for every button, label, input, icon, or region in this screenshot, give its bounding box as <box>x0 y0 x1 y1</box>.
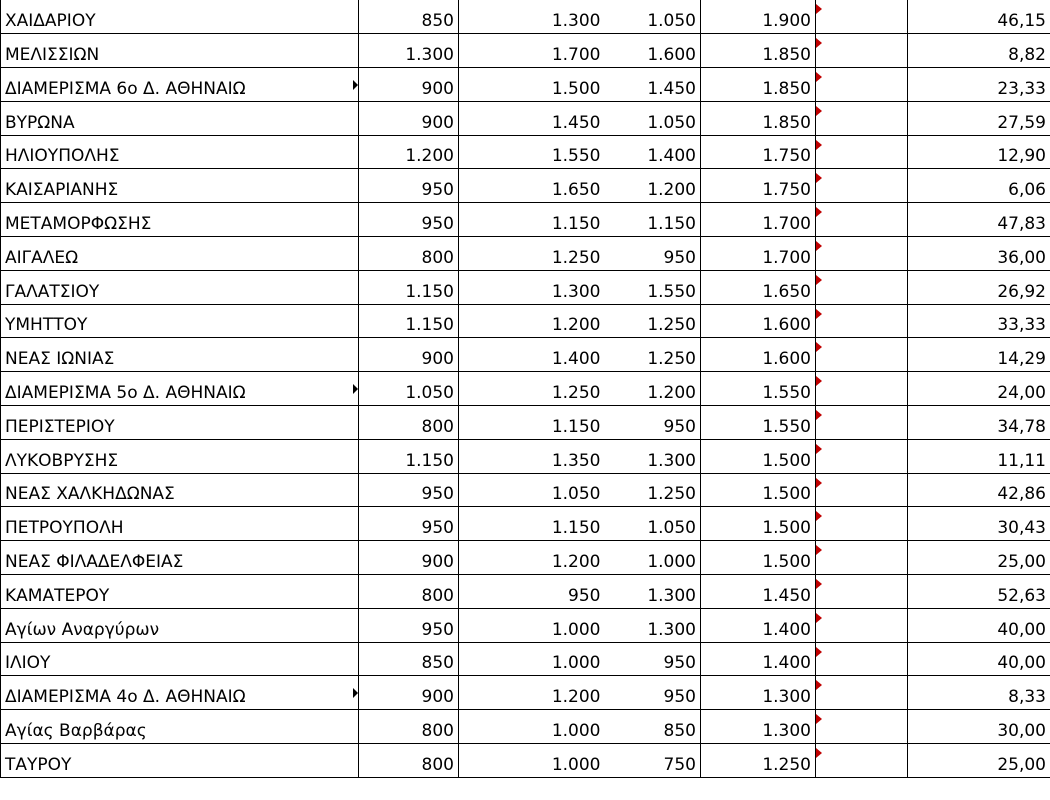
indicator-cell[interactable] <box>816 237 908 271</box>
value-cell-v2[interactable]: 1.200 <box>459 676 605 710</box>
value-cell-v4[interactable]: 1.400 <box>701 608 816 642</box>
area-name-text: ΓΑΛΑΤΣΙΟΥ <box>5 281 100 302</box>
table-row <box>1 439 1050 473</box>
percent-cell[interactable]: 25,00 <box>908 541 1050 575</box>
value-cell-v3[interactable]: 1.450 <box>605 68 701 102</box>
value-cell-v2[interactable]: 1.700 <box>459 34 605 68</box>
red-triangle-indicator-icon <box>816 241 822 251</box>
value-cell-v1[interactable]: 950 <box>359 169 459 203</box>
value-cell-v3[interactable]: 750 <box>605 744 701 778</box>
value-cell-v2[interactable]: 1.150 <box>459 203 605 237</box>
value-cell-v1[interactable]: 850 <box>359 642 459 676</box>
value-cell-v2[interactable]: 1.250 <box>459 237 605 271</box>
value-cell-v4[interactable]: 1.650 <box>701 270 816 304</box>
area-name-text: ΝΕΑΣ ΦΙΛΑΔΕΛΦΕΙΑΣ <box>5 552 184 573</box>
value-cell-v1[interactable]: 800 <box>359 237 459 271</box>
percent-cell[interactable]: 12,90 <box>908 135 1050 169</box>
table-row <box>1 608 1050 642</box>
table-row <box>1 676 1050 710</box>
value-cell-v2[interactable]: 950 <box>459 575 605 609</box>
area-name-cell[interactable] <box>1 169 359 203</box>
value-cell-v4[interactable]: 1.700 <box>701 203 816 237</box>
value-cell-v3[interactable]: 1.400 <box>605 135 701 169</box>
area-name-text: ΙΛΙΟΥ <box>5 653 51 674</box>
area-name-text: ΔΙΑΜΕΡΙΣΜΑ 5ο Δ. ΑΘΗΝΑΙΩ <box>5 383 246 404</box>
table-row <box>1 203 1050 237</box>
value-cell-v2[interactable]: 1.150 <box>459 507 605 541</box>
red-triangle-indicator-icon <box>816 613 822 623</box>
value-cell-v3[interactable]: 1.200 <box>605 169 701 203</box>
value-cell-v2[interactable]: 1.200 <box>459 541 605 575</box>
value-cell-v3[interactable]: 1.050 <box>605 507 701 541</box>
value-cell-v4[interactable]: 1.300 <box>701 710 816 744</box>
red-triangle-indicator-icon <box>816 72 822 82</box>
area-name-text: ΜΕΤΑΜΟΡΦΩΣΗΣ <box>5 214 152 235</box>
value-cell-v1[interactable]: 950 <box>359 203 459 237</box>
value-cell-v1[interactable]: 1.150 <box>359 304 459 338</box>
indicator-cell[interactable] <box>816 541 908 575</box>
table-row <box>1 507 1050 541</box>
percent-cell[interactable]: 30,43 <box>908 507 1050 541</box>
indicator-cell[interactable] <box>816 169 908 203</box>
red-triangle-indicator-icon <box>816 376 822 386</box>
area-name-cell[interactable] <box>1 676 359 710</box>
area-name-cell[interactable] <box>1 608 359 642</box>
value-cell-v3[interactable]: 1.600 <box>605 34 701 68</box>
indicator-cell[interactable] <box>816 68 908 102</box>
area-name-cell[interactable] <box>1 34 359 68</box>
value-cell-v4[interactable]: 1.700 <box>701 237 816 271</box>
table-row <box>1 169 1050 203</box>
value-cell-v4[interactable]: 1.850 <box>701 101 816 135</box>
area-name-cell[interactable] <box>1 642 359 676</box>
value-cell-v3[interactable]: 1.300 <box>605 575 701 609</box>
area-name-text: ΧΑΙΔΑΡΙΟΥ <box>5 11 96 32</box>
table-row <box>1 642 1050 676</box>
indicator-cell[interactable] <box>816 507 908 541</box>
table-row <box>1 473 1050 507</box>
value-cell-v2[interactable]: 1.000 <box>459 744 605 778</box>
value-cell-v3[interactable]: 1.050 <box>605 0 701 34</box>
red-triangle-indicator-icon <box>816 173 822 183</box>
area-name-text: ΚΑΜΑΤΕΡΟΥ <box>5 585 110 606</box>
red-triangle-indicator-icon <box>816 545 822 555</box>
table-row <box>1 68 1050 102</box>
value-cell-v3[interactable]: 1.250 <box>605 473 701 507</box>
value-cell-v4[interactable]: 1.600 <box>701 304 816 338</box>
red-triangle-indicator-icon <box>816 579 822 589</box>
value-cell-v4[interactable]: 1.300 <box>701 676 816 710</box>
red-triangle-indicator-icon <box>816 444 822 454</box>
value-cell-v2[interactable]: 1.000 <box>459 608 605 642</box>
indicator-cell[interactable] <box>816 338 908 372</box>
value-cell-v3[interactable]: 950 <box>605 642 701 676</box>
value-cell-v4[interactable]: 1.600 <box>701 338 816 372</box>
percent-cell[interactable]: 36,00 <box>908 237 1050 271</box>
red-triangle-indicator-icon <box>816 680 822 690</box>
area-name-text: ΠΕΡΙΣΤΕΡΙΟΥ <box>5 416 115 437</box>
red-triangle-indicator-icon <box>816 309 822 319</box>
area-name-cell[interactable] <box>1 406 359 440</box>
area-name-cell[interactable] <box>1 270 359 304</box>
value-cell-v1[interactable]: 900 <box>359 338 459 372</box>
indicator-cell[interactable] <box>816 0 908 34</box>
red-triangle-indicator-icon <box>816 4 822 14</box>
area-name-cell[interactable] <box>1 68 359 102</box>
table-row <box>1 744 1050 778</box>
table-row <box>1 0 1050 34</box>
red-triangle-indicator-icon <box>816 140 822 150</box>
percent-cell[interactable]: 25,00 <box>908 744 1050 778</box>
red-triangle-indicator-icon <box>816 511 822 521</box>
red-triangle-indicator-icon <box>816 38 822 48</box>
value-cell-v1[interactable]: 800 <box>359 575 459 609</box>
value-cell-v1[interactable]: 800 <box>359 744 459 778</box>
area-name-cell[interactable] <box>1 473 359 507</box>
indicator-cell[interactable] <box>816 642 908 676</box>
red-triangle-indicator-icon <box>816 647 822 657</box>
area-name-text: ΚΑΙΣΑΡΙΑΝΗΣ <box>5 180 119 201</box>
area-name-cell[interactable] <box>1 372 359 406</box>
value-cell-v1[interactable]: 950 <box>359 473 459 507</box>
value-cell-v4[interactable]: 1.500 <box>701 473 816 507</box>
value-cell-v4[interactable]: 1.750 <box>701 169 816 203</box>
indicator-cell[interactable] <box>816 676 908 710</box>
percent-cell[interactable]: 27,59 <box>908 101 1050 135</box>
area-name-text: ΤΑΥΡΟΥ <box>5 754 72 775</box>
value-cell-v1[interactable]: 1.150 <box>359 270 459 304</box>
percent-cell[interactable]: 8,82 <box>908 34 1050 68</box>
percent-cell[interactable]: 24,00 <box>908 372 1050 406</box>
value-cell-v3[interactable]: 1.150 <box>605 203 701 237</box>
value-cell-v2[interactable]: 1.000 <box>459 642 605 676</box>
value-cell-v1[interactable]: 900 <box>359 68 459 102</box>
value-cell-v2[interactable]: 1.000 <box>459 710 605 744</box>
value-cell-v1[interactable]: 900 <box>359 541 459 575</box>
area-name-cell[interactable] <box>1 439 359 473</box>
value-cell-v2[interactable]: 1.150 <box>459 406 605 440</box>
value-cell-v3[interactable]: 1.050 <box>605 101 701 135</box>
value-cell-v3[interactable]: 950 <box>605 406 701 440</box>
percent-cell[interactable]: 26,92 <box>908 270 1050 304</box>
red-triangle-indicator-icon <box>816 410 822 420</box>
overflow-arrow-icon <box>353 384 358 394</box>
percent-cell[interactable]: 8,33 <box>908 676 1050 710</box>
table-body <box>1 0 1050 777</box>
value-cell-v2[interactable]: 1.500 <box>459 68 605 102</box>
red-triangle-indicator-icon <box>816 207 822 217</box>
value-cell-v4[interactable]: 1.850 <box>701 68 816 102</box>
red-triangle-indicator-icon <box>816 748 822 758</box>
table-row <box>1 237 1050 271</box>
value-cell-v4[interactable]: 1.900 <box>701 0 816 34</box>
value-cell-v4[interactable]: 1.500 <box>701 507 816 541</box>
indicator-cell[interactable] <box>816 372 908 406</box>
area-name-text: ΛΥΚΟΒΡΥΣΗΣ <box>5 450 119 471</box>
table-row <box>1 101 1050 135</box>
percent-cell[interactable]: 40,00 <box>908 642 1050 676</box>
percent-cell[interactable]: 40,00 <box>908 608 1050 642</box>
area-name-cell[interactable] <box>1 203 359 237</box>
value-cell-v3[interactable]: 850 <box>605 710 701 744</box>
percent-cell[interactable]: 14,29 <box>908 338 1050 372</box>
red-triangle-indicator-icon <box>816 478 822 488</box>
value-cell-v2[interactable]: 1.250 <box>459 372 605 406</box>
overflow-arrow-icon <box>353 688 358 698</box>
indicator-cell[interactable] <box>816 101 908 135</box>
value-cell-v3[interactable]: 1.000 <box>605 541 701 575</box>
overflow-arrow-icon <box>353 80 358 90</box>
value-cell-v1[interactable]: 800 <box>359 406 459 440</box>
value-cell-v3[interactable]: 1.300 <box>605 608 701 642</box>
area-name-cell[interactable] <box>1 744 359 778</box>
value-cell-v1[interactable]: 900 <box>359 676 459 710</box>
indicator-cell[interactable] <box>816 710 908 744</box>
area-name-text: ΠΕΤΡΟΥΠΟΛΗ <box>5 518 124 539</box>
value-cell-v3[interactable]: 1.200 <box>605 372 701 406</box>
value-cell-v1[interactable]: 900 <box>359 101 459 135</box>
area-name-cell[interactable] <box>1 237 359 271</box>
percent-cell[interactable]: 47,83 <box>908 203 1050 237</box>
value-cell-v1[interactable]: 1.300 <box>359 34 459 68</box>
area-name-text: ΑΙΓΑΛΕΩ <box>5 247 79 268</box>
percent-cell[interactable]: 34,78 <box>908 406 1050 440</box>
value-cell-v4[interactable]: 1.750 <box>701 135 816 169</box>
table-row <box>1 406 1050 440</box>
value-cell-v1[interactable]: 950 <box>359 507 459 541</box>
indicator-cell[interactable] <box>816 608 908 642</box>
percent-cell[interactable]: 42,86 <box>908 473 1050 507</box>
value-cell-v3[interactable]: 1.250 <box>605 304 701 338</box>
area-name-text: ΜΕΛΙΣΣΙΩΝ <box>5 45 100 66</box>
area-name-cell[interactable] <box>1 338 359 372</box>
red-triangle-indicator-icon <box>816 275 822 285</box>
table-row <box>1 710 1050 744</box>
area-name-text: ΔΙΑΜΕΡΙΣΜΑ 6ο Δ. ΑΘΗΝΑΙΩ <box>5 78 246 99</box>
table-row <box>1 304 1050 338</box>
area-name-text: ΗΛΙΟΥΠΟΛΗΣ <box>5 146 120 167</box>
value-cell-v1[interactable]: 1.050 <box>359 372 459 406</box>
value-cell-v3[interactable]: 950 <box>605 237 701 271</box>
indicator-cell[interactable] <box>816 575 908 609</box>
indicator-cell[interactable] <box>816 203 908 237</box>
value-cell-v3[interactable]: 1.300 <box>605 439 701 473</box>
value-cell-v1[interactable]: 850 <box>359 0 459 34</box>
indicator-cell[interactable] <box>816 439 908 473</box>
area-name-cell[interactable] <box>1 710 359 744</box>
area-name-cell[interactable] <box>1 507 359 541</box>
value-cell-v2[interactable]: 1.200 <box>459 304 605 338</box>
table-row <box>1 541 1050 575</box>
value-cell-v3[interactable]: 950 <box>605 676 701 710</box>
area-name-text: ΝΕΑΣ ΧΑΛΚΗΔΩΝΑΣ <box>5 484 175 505</box>
area-name-text: ΥΜΗΤΤΟΥ <box>5 315 88 336</box>
indicator-cell[interactable] <box>816 406 908 440</box>
table-row <box>1 135 1050 169</box>
value-cell-v2[interactable]: 1.550 <box>459 135 605 169</box>
table-row <box>1 372 1050 406</box>
area-name-cell[interactable] <box>1 541 359 575</box>
percent-cell[interactable]: 11,11 <box>908 439 1050 473</box>
indicator-cell[interactable] <box>816 34 908 68</box>
area-name-text: Αγίων Αναργύρων <box>5 619 160 640</box>
area-name-text: ΔΙΑΜΕΡΙΣΜΑ 4ο Δ. ΑΘΗΝΑΙΩ <box>5 687 246 708</box>
area-name-cell[interactable] <box>1 135 359 169</box>
area-name-text: ΒΥΡΩΝΑ <box>5 112 75 133</box>
red-triangle-indicator-icon <box>816 714 822 724</box>
value-cell-v4[interactable]: 1.250 <box>701 744 816 778</box>
area-name-cell[interactable] <box>1 304 359 338</box>
table-row <box>1 270 1050 304</box>
red-triangle-indicator-icon <box>816 106 822 116</box>
area-name-text: ΝΕΑΣ ΙΩΝΙΑΣ <box>5 349 115 370</box>
table-row <box>1 34 1050 68</box>
table-row <box>1 575 1050 609</box>
area-name-text: Αγίας Βαρβάρας <box>5 721 147 742</box>
value-cell-v4[interactable]: 1.400 <box>701 642 816 676</box>
indicator-cell[interactable] <box>816 304 908 338</box>
indicator-cell[interactable] <box>816 135 908 169</box>
indicator-cell[interactable] <box>816 270 908 304</box>
value-cell-v4[interactable]: 1.850 <box>701 34 816 68</box>
table-row <box>1 338 1050 372</box>
area-name-cell[interactable] <box>1 101 359 135</box>
value-cell-v4[interactable]: 1.550 <box>701 406 816 440</box>
value-cell-v2[interactable]: 1.650 <box>459 169 605 203</box>
value-cell-v2[interactable]: 1.350 <box>459 439 605 473</box>
value-cell-v2[interactable]: 1.300 <box>459 0 605 34</box>
area-name-cell[interactable] <box>1 0 359 34</box>
value-cell-v1[interactable]: 1.150 <box>359 439 459 473</box>
value-cell-v3[interactable]: 1.550 <box>605 270 701 304</box>
red-triangle-indicator-icon <box>816 342 822 352</box>
indicator-cell[interactable] <box>816 744 908 778</box>
value-cell-v4[interactable]: 1.500 <box>701 541 816 575</box>
value-cell-v2[interactable]: 1.050 <box>459 473 605 507</box>
percent-cell[interactable]: 6,06 <box>908 169 1050 203</box>
value-cell-v2[interactable]: 1.400 <box>459 338 605 372</box>
value-cell-v1[interactable]: 800 <box>359 710 459 744</box>
percent-cell[interactable]: 33,33 <box>908 304 1050 338</box>
indicator-cell[interactable] <box>816 473 908 507</box>
value-cell-v4[interactable]: 1.550 <box>701 372 816 406</box>
value-cell-v1[interactable]: 1.200 <box>359 135 459 169</box>
percent-cell[interactable]: 52,63 <box>908 575 1050 609</box>
value-cell-v3[interactable]: 1.250 <box>605 338 701 372</box>
value-cell-v1[interactable]: 950 <box>359 608 459 642</box>
value-cell-v2[interactable]: 1.450 <box>459 101 605 135</box>
value-cell-v4[interactable]: 1.500 <box>701 439 816 473</box>
value-cell-v2[interactable]: 1.300 <box>459 270 605 304</box>
percent-cell[interactable]: 30,00 <box>908 710 1050 744</box>
percent-cell[interactable]: 23,33 <box>908 68 1050 102</box>
value-cell-v4[interactable]: 1.450 <box>701 575 816 609</box>
area-name-cell[interactable] <box>1 575 359 609</box>
percent-cell[interactable]: 46,15 <box>908 0 1050 34</box>
